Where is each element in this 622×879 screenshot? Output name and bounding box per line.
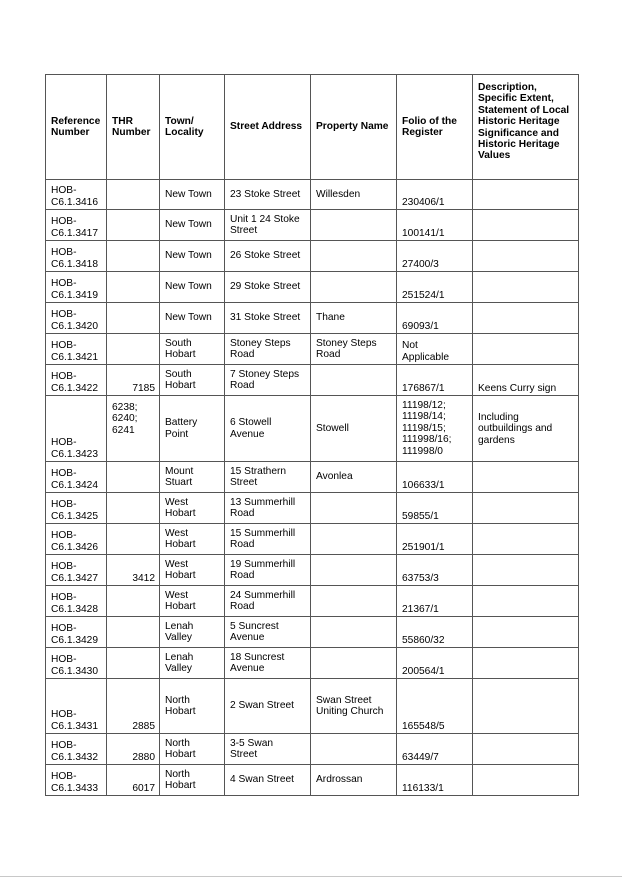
cell-description (473, 765, 579, 796)
cell-folio: 69093/1 (397, 303, 473, 334)
cell-street-address: Stoney Steps Road (225, 334, 311, 365)
cell-description (473, 493, 579, 524)
table-row (46, 365, 579, 396)
cell-description (473, 303, 579, 334)
cell-reference-number: HOB- C6.1.3430 (46, 648, 107, 679)
cell-town-locality: South Hobart (160, 365, 225, 396)
table-row (46, 272, 579, 303)
table-row (46, 617, 579, 648)
cell-description (473, 462, 579, 493)
cell-description (473, 272, 579, 303)
cell-street-address: 24 Summerhill Road (225, 586, 311, 617)
cell-reference-number: HOB- C6.1.3427 (46, 555, 107, 586)
cell-reference-number: HOB- C6.1.3425 (46, 493, 107, 524)
cell-street-address: 13 Summerhill Road (225, 493, 311, 524)
cell-property-name: Willesden (311, 180, 397, 210)
cell-thr-number: 6017 (107, 765, 160, 796)
cell-reference-number: HOB- C6.1.3420 (46, 303, 107, 334)
cell-reference-number: HOB- C6.1.3418 (46, 241, 107, 272)
cell-thr-number: 3412 (107, 555, 160, 586)
cell-property-name: Ardrossan (311, 765, 397, 796)
page-edge-divider (0, 876, 622, 877)
cell-thr-number (107, 524, 160, 555)
cell-description (473, 241, 579, 272)
cell-property-name: Stowell (311, 396, 397, 462)
cell-thr-number (107, 493, 160, 524)
header-street-address: Street Address (225, 75, 311, 180)
cell-town-locality: North Hobart (160, 679, 225, 734)
cell-folio: 176867/1 (397, 365, 473, 396)
cell-street-address: 2 Swan Street (225, 679, 311, 734)
cell-reference-number: HOB- C6.1.3417 (46, 210, 107, 241)
cell-reference-number: HOB- C6.1.3421 (46, 334, 107, 365)
cell-thr-number (107, 180, 160, 210)
cell-thr-number (107, 648, 160, 679)
cell-property-name (311, 524, 397, 555)
cell-property-name (311, 555, 397, 586)
cell-folio: 63753/3 (397, 555, 473, 586)
cell-reference-number: HOB- C6.1.3433 (46, 765, 107, 796)
cell-reference-number: HOB- C6.1.3419 (46, 272, 107, 303)
header-reference-number: Reference Number (46, 75, 107, 180)
cell-town-locality: North Hobart (160, 734, 225, 765)
table-row (46, 210, 579, 241)
header-town-locality: Town/ Locality (160, 75, 225, 180)
table-body (46, 180, 579, 796)
cell-thr-number (107, 462, 160, 493)
cell-town-locality: South Hobart (160, 334, 225, 365)
cell-property-name (311, 648, 397, 679)
cell-town-locality: New Town (160, 241, 225, 272)
cell-folio: 27400/3 (397, 241, 473, 272)
table-row (46, 241, 579, 272)
heritage-register-table (45, 74, 579, 796)
cell-property-name: Stoney Steps Road (311, 334, 397, 365)
cell-folio: 63449/7 (397, 734, 473, 765)
cell-town-locality: North Hobart (160, 765, 225, 796)
table-row (46, 679, 579, 734)
cell-reference-number: HOB- C6.1.3422 (46, 365, 107, 396)
cell-town-locality: West Hobart (160, 524, 225, 555)
cell-town-locality: West Hobart (160, 586, 225, 617)
header-description: Description, Specific Extent, Statement of Local Historic Heritage Significance and Historic Heritage Values (473, 75, 579, 180)
cell-street-address: 26 Stoke Street (225, 241, 311, 272)
cell-reference-number: HOB- C6.1.3431 (46, 679, 107, 734)
cell-street-address: 5 Suncrest Avenue (225, 617, 311, 648)
table-row (46, 180, 579, 210)
cell-folio: 21367/1 (397, 586, 473, 617)
cell-folio: 251901/1 (397, 524, 473, 555)
cell-folio: Not Applicable (397, 334, 473, 365)
cell-reference-number: HOB- C6.1.3416 (46, 180, 107, 210)
cell-street-address: Unit 1 24 Stoke Street (225, 210, 311, 241)
table-row (46, 586, 579, 617)
cell-folio: 100141/1 (397, 210, 473, 241)
table-row (46, 334, 579, 365)
cell-folio: 55860/32 (397, 617, 473, 648)
cell-description (473, 648, 579, 679)
cell-property-name (311, 241, 397, 272)
cell-folio: 230406/1 (397, 180, 473, 210)
cell-street-address: 4 Swan Street (225, 765, 311, 796)
cell-town-locality: Lenah Valley (160, 648, 225, 679)
header-row (46, 75, 579, 180)
cell-street-address: 7 Stoney Steps Road (225, 365, 311, 396)
cell-property-name (311, 210, 397, 241)
cell-town-locality: New Town (160, 303, 225, 334)
cell-reference-number: HOB- C6.1.3426 (46, 524, 107, 555)
cell-reference-number: HOB- C6.1.3429 (46, 617, 107, 648)
cell-town-locality: Mount Stuart (160, 462, 225, 493)
table-row (46, 555, 579, 586)
cell-property-name: Thane (311, 303, 397, 334)
cell-thr-number (107, 303, 160, 334)
cell-thr-number (107, 272, 160, 303)
cell-description: Keens Curry sign (473, 365, 579, 396)
cell-thr-number: 7185 (107, 365, 160, 396)
cell-town-locality: Lenah Valley (160, 617, 225, 648)
cell-folio: 116133/1 (397, 765, 473, 796)
cell-town-locality: Battery Point (160, 396, 225, 462)
cell-folio: 200564/1 (397, 648, 473, 679)
cell-thr-number (107, 210, 160, 241)
header-property-name: Property Name (311, 75, 397, 180)
cell-street-address: 19 Summerhill Road (225, 555, 311, 586)
cell-description: Including outbuildings and gardens (473, 396, 579, 462)
cell-folio: 106633/1 (397, 462, 473, 493)
cell-folio: 59855/1 (397, 493, 473, 524)
cell-street-address: 18 Suncrest Avenue (225, 648, 311, 679)
cell-description (473, 555, 579, 586)
table-row (46, 524, 579, 555)
cell-street-address: 31 Stoke Street (225, 303, 311, 334)
cell-description (473, 586, 579, 617)
cell-property-name (311, 365, 397, 396)
cell-thr-number (107, 241, 160, 272)
cell-property-name (311, 586, 397, 617)
cell-property-name (311, 272, 397, 303)
table-row (46, 396, 579, 462)
cell-description (473, 524, 579, 555)
cell-thr-number (107, 586, 160, 617)
cell-thr-number: 2885 (107, 679, 160, 734)
cell-folio: 251524/1 (397, 272, 473, 303)
table-row (46, 462, 579, 493)
cell-description (473, 734, 579, 765)
cell-thr-number: 6238; 6240; 6241 (107, 396, 160, 462)
cell-property-name (311, 734, 397, 765)
cell-description (473, 617, 579, 648)
cell-street-address: 15 Summerhill Road (225, 524, 311, 555)
cell-street-address: 15 Strathern Street (225, 462, 311, 493)
table-row (46, 493, 579, 524)
table-row (46, 765, 579, 796)
table-row (46, 648, 579, 679)
cell-street-address: 3-5 Swan Street (225, 734, 311, 765)
cell-town-locality: New Town (160, 210, 225, 241)
cell-description (473, 180, 579, 210)
cell-property-name (311, 493, 397, 524)
cell-town-locality: New Town (160, 272, 225, 303)
cell-street-address: 6 Stowell Avenue (225, 396, 311, 462)
cell-thr-number (107, 617, 160, 648)
cell-property-name: Avonlea (311, 462, 397, 493)
cell-description (473, 679, 579, 734)
cell-description (473, 334, 579, 365)
cell-reference-number: HOB- C6.1.3423 (46, 396, 107, 462)
cell-town-locality: West Hobart (160, 555, 225, 586)
cell-town-locality: West Hobart (160, 493, 225, 524)
cell-description (473, 210, 579, 241)
cell-street-address: 23 Stoke Street (225, 180, 311, 210)
cell-thr-number: 2880 (107, 734, 160, 765)
cell-property-name: Swan Street Uniting Church (311, 679, 397, 734)
cell-folio: 165548/5 (397, 679, 473, 734)
cell-property-name (311, 617, 397, 648)
cell-reference-number: HOB- C6.1.3428 (46, 586, 107, 617)
cell-reference-number: HOB- C6.1.3432 (46, 734, 107, 765)
header-thr-number: THR Number (107, 75, 160, 180)
table-row (46, 303, 579, 334)
cell-reference-number: HOB- C6.1.3424 (46, 462, 107, 493)
cell-thr-number (107, 334, 160, 365)
cell-street-address: 29 Stoke Street (225, 272, 311, 303)
cell-town-locality: New Town (160, 180, 225, 210)
header-folio: Folio of the Register (397, 75, 473, 180)
table-row (46, 734, 579, 765)
cell-folio: 11198/12; 11198/14; 11198/15; 111998/16; 111998/0 (397, 396, 473, 462)
